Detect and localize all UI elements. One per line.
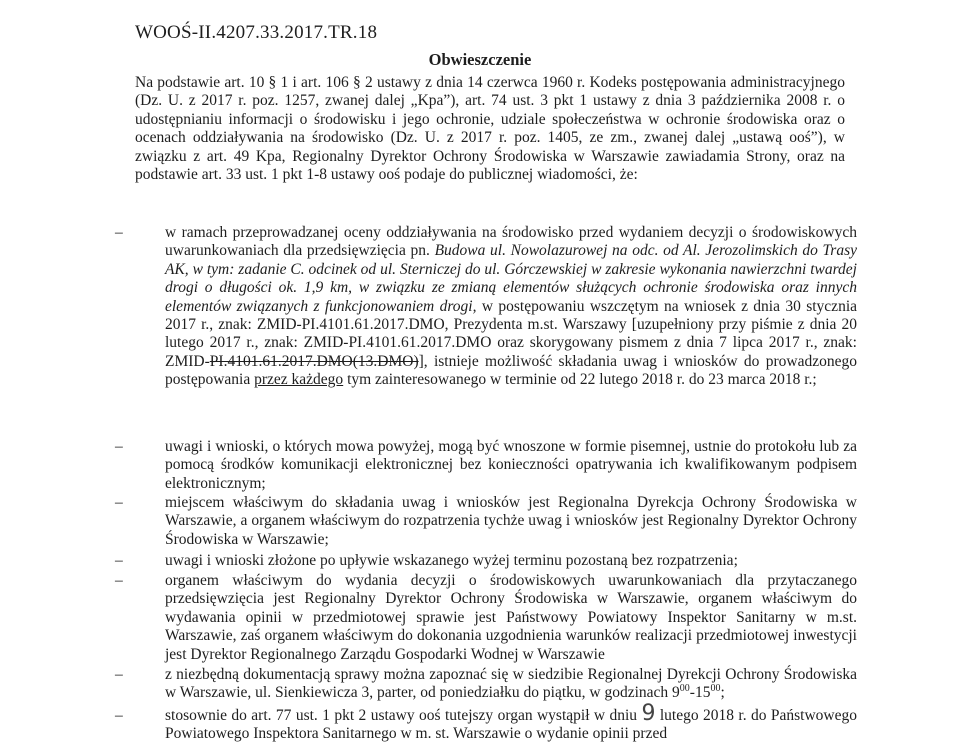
list-item [115, 701, 858, 744]
list-item [115, 666, 857, 703]
list-item [115, 438, 857, 493]
bullet-dash: – [115, 494, 123, 511]
bullet-dash: – [115, 552, 123, 569]
item-text: lutego 2018 r. do Państwowego Powiatowego Inspektora Sanitarnego w m. st. Warszawie o wydanie opinii przed [165, 707, 858, 743]
list-item [115, 572, 857, 664]
handwritten-digit: 9 [641, 701, 656, 726]
superscript: 00 [710, 683, 721, 695]
page-title: Obwieszczenie [428, 50, 532, 69]
underlined-text: przez każdego [254, 371, 344, 389]
item-text: w ramach przeprowadzanej oceny oddziaływania na środowisko przed wydaniem decyzji o środowiskowych uwarunkowaniach dla przedsięwzięcia pn. [165, 224, 857, 260]
project-name: Budowa ul. Nowolazurowej na odc. od Al. Jerozolimskich do Trasy AK, w tym: zadanie C. odcinek od ul. Sterniczej do ul. Górczewskiej w zakresie wykonania nawierzchni twardej drogi o długości ok. 1,9 km, w związku ze zmianą elementów służących ochronie środowiska oraz innych elementów związanych z funkcjonowaniem drogi, [165, 242, 857, 315]
item-text: stosownie do art. 77 ust. 1 pkt 2 ustawy ooś tutejszy organ wystąpił w dniu [165, 707, 642, 724]
item-text: organem właściwym do wydania decyzji o środowiskowych uwarunkowaniach dla przytaczanego przedsięwzięcia jest Regionalny Dyrektor Ochrony Środowiska w Warszawie, organem właściwym do wydawania opinii w przedmiotowej sprawie jest Państwowy Powiatowy Inspektor Sanitarny w m.st. Warszawie, zaś organem właściwym do dokonania uzgodnienia warunków realizacji przedmiotowej inwestycji jest Dyrektor Regionalnego Zarządu Gospodarki Wodnej w Warszawie [165, 572, 857, 663]
list-item [115, 224, 858, 390]
struck-text: PI.4101.61.2017.DMO(13.DMO) [209, 352, 419, 370]
intro-paragraph: Na podstawie art. 10 § 1 i art. 106 § 2 ustawy z dnia 14 czerwca 1960 r. Kodeks postępowania administracyjnego (Dz. U. z 2017 r. poz. 1257, zwanej dalej „Kpa”), art. 74 ust. 3 pkt 1 ustawy z dnia 3 października 2008 r. o udostępnianiu informacji o środowisku i jego ochronie, udziale społeczeństwa w ochronie środowiska oraz o ocenach oddziaływania na środowisko (Dz. U. z 2017 r. poz. 1405, ze zm., zwanej dalej „ustawą ooś”), w związku z art. 49 Kpa, Regionalny Dyrektor Ochrony Środowiska w Warszawie zawiadamia Strony, oraz na podstawie art. 33 ust. 1 pkt 1-8 ustawy ooś podaje do publicznej wiadomości, że: [135, 74, 845, 184]
list-item [115, 552, 857, 570]
item-text: tym zainteresowanego w terminie od 22 lutego 2018 r. do 23 marca 2018 r.; [343, 371, 817, 389]
bullet-dash: – [115, 572, 123, 589]
item-text: w postępowaniu wszczętym na wniosek z dnia 30 stycznia 2017 r., znak: ZMID-PI.4101.61.2017.DMO, Prezydenta m.st. Warszawy [uzupełniony przy piśmie z dnia 20 lutego 2017 r., znak: ZMID-PI.4101.61.2017.DMO oraz skorygowany pismem z dnia 7 lipca 2017 r., znak: ZMID- [165, 297, 858, 370]
superscript: 00 [679, 683, 690, 695]
item-text: miejscem właściwym do składania uwag i wniosków jest Regionalna Dyrekcja Ochrony Środowiska w Warszawie, a organem właściwym do rozpatrzenia tychże uwag i wniosków jest Regionalny Dyrektor Ochrony Środowiska w Warszawie; [165, 494, 857, 548]
item-text: uwagi i wnioski, o których mowa powyżej, mogą być wnoszone w formie pisemnej, ustnie do protokołu lub za pomocą środków komunikacji elektronicznej bez konieczności opatrywania ich kwalifikowanym podpisem elektronicznym; [165, 438, 857, 492]
bullet-dash: – [115, 224, 123, 241]
item-text: uwagi i wnioski złożone po upływie wskazanego wyżej terminu pozostaną bez rozpatrzenia; [165, 552, 738, 569]
item-text: z niezbędną dokumentacją sprawy można zapoznać się w siedzibie Regionalnej Dyrekcji Ochrony Środowiska w Warszawie, ul. Sienkiewicza 3, parter, od poniedziałku do piątku, w godzinach 9 [165, 666, 857, 702]
item-text: ], istnieje możliwość składania uwag i wniosków do prowadzonego postępowania [165, 352, 857, 389]
list-item [115, 494, 857, 549]
bullet-dash: – [115, 666, 123, 683]
item-text: ; [720, 684, 725, 702]
reference-number: WOOŚ-II.4207.33.2017.TR.18 [135, 22, 378, 43]
bullet-dash: – [115, 707, 123, 724]
item-text: -15 [689, 684, 711, 702]
bullet-dash: – [115, 438, 123, 455]
